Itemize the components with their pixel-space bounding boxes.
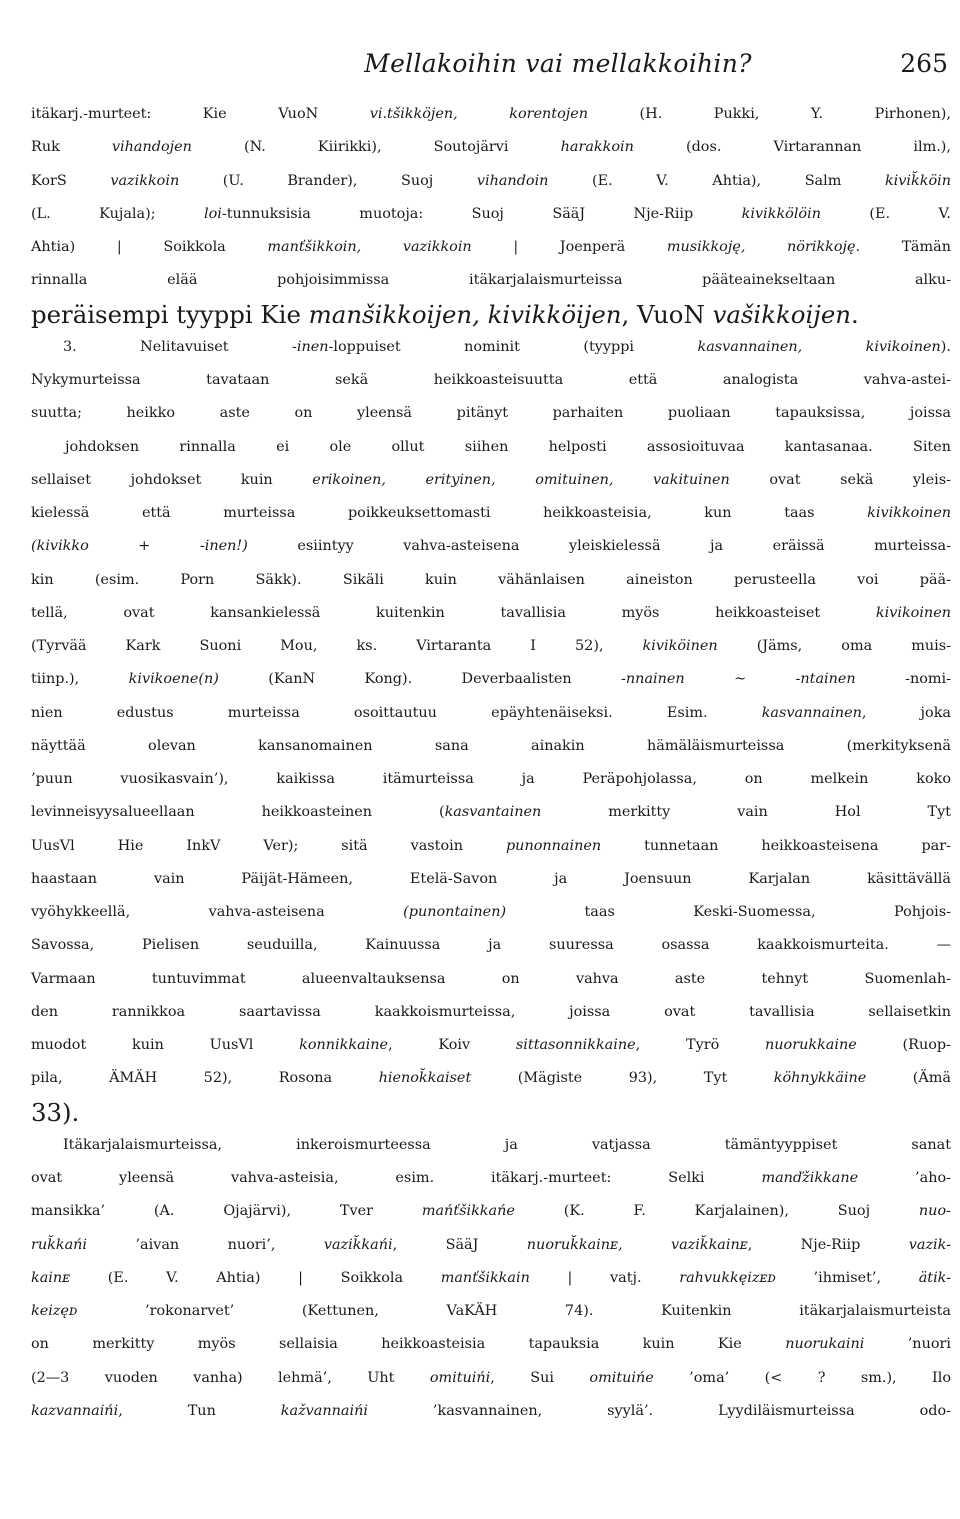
text-segment: ’rokonarvet’ (Kettunen, VaKÄH 74). Kuitenkin itäkarjalaismurteista	[77, 1303, 951, 1319]
text-segment: ’nuori	[864, 1336, 951, 1353]
text-segment: Ahtia) | Soikkola	[31, 239, 268, 255]
italic-term: nuoruk̆kainᴇ, vazik̆kainᴇ	[526, 1236, 748, 1253]
text-line	[31, 1096, 951, 1129]
text-segment: johdoksen rinnalla ei ole ollut siihen helposti assosioituvaa kantasanaa. Siten	[65, 438, 951, 455]
italic-term: vazik-	[908, 1236, 951, 1253]
text-segment: vyöhykkeellä, vahva-asteisena	[31, 904, 404, 920]
italic-term: musikkoję, nörikkoję	[666, 239, 856, 255]
text-segment: , Tun	[118, 1402, 281, 1419]
italic-term: (punontainen)	[403, 904, 507, 920]
text-line	[31, 131, 951, 164]
italic-term: manťšikkoin, vazikkoin	[267, 239, 472, 255]
text-segment: haastaan vain Päijät-Hämeen, Etelä-Savon ja Joensuun Karjalan käsittävällä	[31, 870, 951, 887]
italic-term: keizęᴅ	[31, 1303, 78, 1319]
text-segment: rinnalla elää pohjoisimmissa itäkarjalaismurteissa pääteainekseltaan alku-	[31, 272, 951, 289]
italic-term: kivikkölöin	[741, 205, 821, 222]
text-segment: , joka	[861, 704, 951, 721]
text-segment: mansikka’ (A. Ojajärvi), Tver	[31, 1203, 422, 1220]
text-segment: , VuoN	[621, 299, 713, 329]
text-line	[31, 1162, 951, 1195]
text-segment: (dos. Virtarannan ilm.),	[633, 139, 951, 156]
text-segment: (E. V.	[820, 205, 951, 222]
text-segment: Ruk	[31, 139, 112, 156]
text-line	[31, 364, 951, 397]
italic-term: ätik-	[918, 1269, 951, 1286]
text-line	[31, 98, 951, 131]
italic-term: omituińe	[589, 1369, 654, 1386]
text-line	[31, 331, 951, 364]
text-line	[31, 530, 951, 563]
italic-term: erikoinen, erityinen, omituinen, vakituinen	[312, 471, 730, 488]
text-segment: (L. Kujala);	[31, 205, 204, 222]
text-line	[31, 830, 951, 863]
text-segment: ’ihmiset’,	[775, 1269, 919, 1286]
text-line	[31, 1362, 951, 1395]
text-segment: UusVl Hie InkV Ver); sitä vastoin	[31, 837, 506, 854]
italic-term: kasvannainen	[761, 704, 862, 721]
text-segment: (Tyrvää Kark Suoni Mou, ks. Virtaranta I 52),	[31, 638, 643, 654]
text-segment: ’kasvannainen, syylä’. Lyydiläismurteissa odo-	[367, 1402, 951, 1419]
text-segment: merkitty vain Hol Tyt	[541, 804, 952, 821]
italic-term: harakkoin	[560, 139, 634, 156]
text-segment: (E. V. Ahtia) | Soikkola	[70, 1269, 441, 1286]
text-segment: sellaiset johdokset kuin	[31, 471, 313, 488]
text-segment: suutta; heikko aste on yleensä pitänyt parhaiten puoliaan tapauksissa, joissa	[31, 405, 951, 422]
text-segment: , Tyrö	[635, 1037, 766, 1053]
italic-term: vazik̆kańi	[323, 1236, 393, 1253]
text-segment: 33).	[31, 1097, 80, 1127]
text-line	[31, 497, 951, 530]
text-line	[31, 1395, 951, 1428]
italic-term: manťšikkain	[440, 1269, 530, 1286]
text-line	[31, 1029, 951, 1062]
text-segment: den rannikkoa saartavissa kaakkoismurteissa, joissa ovat tavallisia sellaisetkin	[31, 1003, 951, 1020]
italic-term: loi	[204, 205, 222, 222]
text-line	[31, 963, 951, 996]
text-segment: ’aivan nuori’,	[87, 1236, 324, 1253]
italic-term: nuo-	[918, 1203, 951, 1220]
italic-term: mańťšikkańe	[421, 1203, 515, 1220]
text-line	[31, 929, 951, 962]
text-segment: muodot kuin UusVl	[31, 1037, 300, 1053]
text-segment: , Koiv	[388, 1037, 516, 1053]
text-line	[31, 597, 951, 630]
italic-term: kažvannaińi	[280, 1402, 368, 1419]
text-line	[31, 663, 951, 696]
text-line	[31, 564, 951, 597]
text-segment: ’puun vuosikasvain’), kaikissa itämurteissa ja Peräpohjolassa, on melkein koko	[31, 771, 951, 787]
text-line	[31, 763, 951, 796]
page-number: 265	[900, 49, 948, 78]
text-line	[31, 1062, 951, 1095]
text-segment: (K. F. Karjalainen), Suoj	[514, 1203, 919, 1220]
text-line	[31, 231, 951, 264]
text-line	[31, 796, 951, 829]
text-segment: | Joenperä	[471, 239, 667, 255]
italic-term: kiviköinen	[642, 638, 718, 654]
text-segment: , SääJ	[392, 1236, 527, 1253]
text-segment: (Mägiste 93), Tyt	[471, 1070, 774, 1087]
text-segment: (Ruop-	[856, 1037, 951, 1053]
text-segment: (H. Pukki, Y. Pirhonen),	[588, 106, 951, 122]
italic-term: vašikkoijen	[712, 299, 851, 329]
text-line	[31, 896, 951, 929]
text-segment: (KanN Kong). Deverbaalisten	[218, 671, 622, 688]
text-line	[31, 1262, 951, 1295]
text-segment: esiintyy vahva-asteisena yleiskielessä ja eräissä murteissa-	[247, 538, 951, 555]
text-segment: taas Keski-Suomessa, Pohjois-	[506, 904, 952, 920]
italic-term: nuorukkaine	[765, 1037, 857, 1053]
italic-term: rahvukkęizᴇᴅ	[679, 1269, 776, 1286]
text-line	[31, 397, 951, 430]
text-segment: | vatj.	[529, 1269, 680, 1286]
text-segment: ovat sekä yleis-	[729, 471, 952, 488]
italic-term: hienok̆kaiset	[378, 1070, 472, 1087]
text-line	[31, 863, 951, 896]
text-segment: 3. Nelitavuiset	[63, 338, 292, 355]
text-segment: ovat yleensä vahva-asteisia, esim. itäkarj.-murteet: Selki	[31, 1170, 762, 1186]
text-segment: kielessä että murteissa poikkeuksettomasti heikkoasteisia, kun taas	[31, 505, 868, 521]
text-segment: -nomi-	[855, 671, 951, 688]
text-line	[31, 298, 951, 331]
text-segment: . Tämän	[855, 239, 951, 255]
italic-term: kivik̆köin	[884, 172, 951, 189]
text-segment: (U. Brander), Suoj	[179, 172, 477, 189]
italic-term: -inen	[291, 338, 329, 355]
text-segment: tunnetaan heikkoasteisena par-	[601, 837, 951, 854]
text-segment: ’oma’ (< ? sm.), Ilo	[653, 1369, 952, 1386]
text-segment: levinneisyysalueellaan heikkoasteinen (	[31, 804, 445, 821]
text-line	[31, 730, 951, 763]
text-line	[31, 198, 951, 231]
text-segment: nien edustus murteissa osoittautuu epäyhtenäiseksi. Esim.	[31, 704, 762, 721]
italic-term: ruk̆kańi	[31, 1236, 88, 1253]
text-segment: näyttää olevan kansanomainen sana ainakin hämäläismurteissa (merkityksenä	[31, 737, 951, 754]
text-line	[31, 1195, 951, 1228]
italic-term: -ntainen	[795, 671, 856, 688]
text-segment: on merkitty myös sellaisia heikkoasteisia tapauksia kuin Kie	[31, 1336, 786, 1353]
italic-term: omituińi	[429, 1369, 491, 1386]
italic-term: vazikkoin	[110, 172, 180, 189]
text-segment: , Nje-Riip	[747, 1236, 909, 1253]
text-line	[31, 630, 951, 663]
running-title: Mellakoihin vai mellakkoihin?	[364, 49, 752, 78]
text-segment: peräisempi tyyppi Kie	[31, 299, 309, 329]
italic-term: -nnainen	[621, 671, 685, 688]
text-segment: Nykymurteissa tavataan sekä heikkoasteisuutta että analogista vahva-astei-	[31, 372, 951, 388]
text-segment: (E. V. Ahtia), Salm	[548, 172, 885, 189]
italic-term: konnikkaine	[299, 1037, 389, 1053]
text-segment: .	[850, 299, 859, 329]
italic-term: (kivikko + -inen!)	[31, 538, 248, 555]
text-segment: , Sui	[490, 1369, 590, 1386]
text-line	[31, 165, 951, 198]
text-segment: tiinp.),	[31, 671, 129, 688]
text-line	[31, 996, 951, 1029]
text-line	[31, 464, 951, 497]
italic-term: vihandojen	[111, 139, 192, 156]
text-segment: (Ämä	[866, 1070, 951, 1087]
text-segment: ).	[940, 338, 951, 355]
italic-term: kivikoene(n)	[128, 671, 219, 688]
text-segment: Varmaan tuntuvimmat alueenvaltauksensa on vahva aste tehnyt Suomenlah-	[31, 970, 951, 987]
text-segment: Savossa, Pielisen seuduilla, Kainuussa ja suuressa osassa kaakkoismurteita. —	[31, 937, 951, 954]
text-segment: ~	[684, 671, 796, 688]
text-line	[31, 1295, 951, 1328]
text-line	[31, 1328, 951, 1361]
body-text	[31, 98, 951, 1428]
text-segment: (Jäms, oma muis-	[717, 638, 951, 654]
text-line	[31, 697, 951, 730]
italic-term: manďžikkane	[761, 1170, 859, 1186]
italic-term: manšikkoijen, kivikköijen	[308, 299, 622, 329]
text-line	[31, 431, 951, 464]
italic-term: kasvantainen	[444, 804, 542, 821]
italic-term: vihandoin	[476, 172, 549, 189]
italic-term: kainᴇ	[31, 1269, 71, 1286]
text-segment: pila, ÄMÄH 52), Rosona	[31, 1070, 379, 1087]
italic-term: kivikkoinen	[867, 505, 951, 521]
text-segment: itäkarj.-murteet: Kie VuoN	[31, 106, 370, 122]
text-segment: KorS	[31, 172, 111, 189]
italic-term: vi.tšikköjen, korentojen	[369, 106, 589, 122]
italic-term: kasvannainen, kivikoinen	[697, 338, 941, 355]
italic-term: nuorukaini	[785, 1336, 865, 1353]
italic-term: punonnainen	[505, 837, 602, 854]
italic-term: sittasonnikkaine	[515, 1037, 636, 1053]
text-segment: -loppuiset nominit (tyyppi	[328, 338, 698, 355]
text-segment: Itäkarjalaismurteissa, inkeroismurteessa ja vatjassa tämäntyyppiset sanat	[63, 1136, 951, 1153]
text-segment: -tunnuksisia muotoja: Suoj SääJ Nje-Riip	[221, 205, 742, 222]
text-line	[31, 1129, 951, 1162]
text-segment: ’aho-	[858, 1170, 951, 1186]
text-line	[31, 1229, 951, 1262]
text-segment: kin (esim. Porn Säkk). Sikäli kuin vähänlaisen aineiston perusteella voi pää-	[31, 571, 951, 588]
text-segment: (2—3 vuoden vanha) lehmä’, Uht	[31, 1369, 430, 1386]
italic-term: kivikoinen	[875, 604, 951, 621]
text-line	[31, 264, 951, 297]
page-header	[0, 44, 960, 84]
text-segment: (N. Kiirikki), Soutojärvi	[191, 139, 561, 156]
italic-term: köhnykkäine	[773, 1070, 867, 1087]
text-segment: tellä, ovat kansankielessä kuitenkin tavallisia myös heikkoasteiset	[31, 604, 876, 621]
italic-term: kazvannaińi	[31, 1402, 119, 1419]
